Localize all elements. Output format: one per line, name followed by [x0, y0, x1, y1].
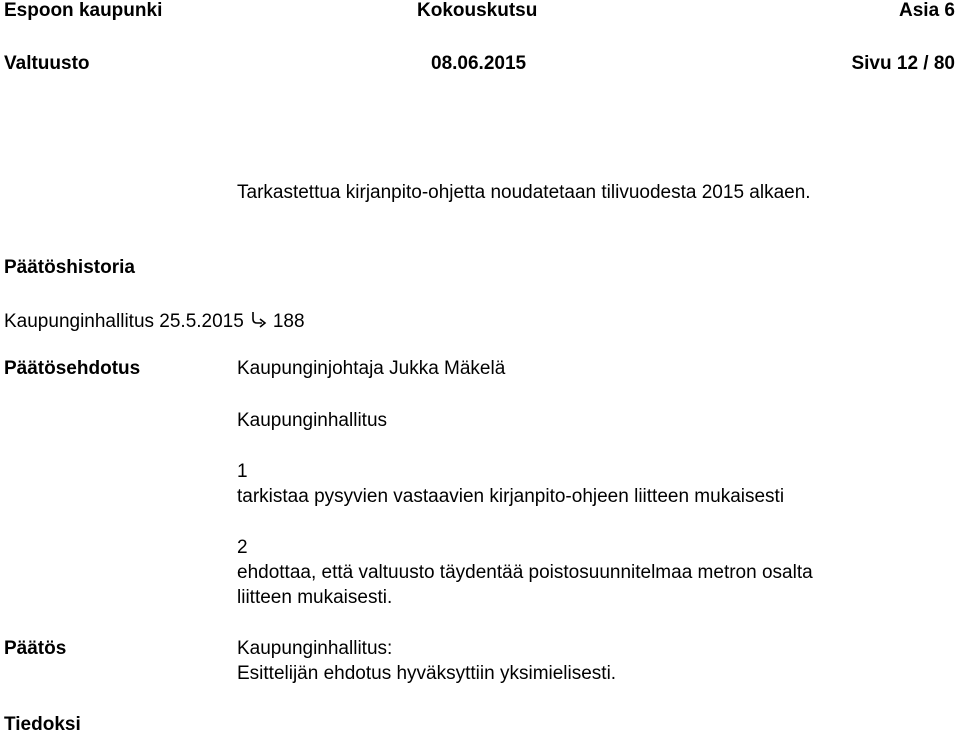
meeting-date: 08.06.2015: [431, 53, 527, 74]
section-arrow-icon: [251, 308, 268, 336]
decision-text: Esittelijän ehdotus hyväksyttiin yksimielisesti.: [237, 663, 617, 684]
document-type: Kokouskutsu: [417, 0, 538, 21]
organization-name: Espoon kaupunki: [4, 0, 163, 21]
proposal-item-text-cont: liitteen mukaisesti.: [237, 587, 393, 608]
proposal-label: Päätösehdotus: [4, 358, 141, 379]
page-number: Sivu 12 / 80: [851, 53, 955, 74]
proposal-body: Kaupunginhallitus: [237, 410, 388, 431]
proposal-item-number: 1: [237, 461, 248, 482]
proposal-item-text: ehdottaa, että valtuusto täydentää poistosuunnitelmaa metron osalta: [237, 562, 813, 583]
history-meeting: Kaupunginhallitus 25.5.2015: [4, 311, 244, 333]
history-section-number: 188: [272, 311, 305, 333]
proposal-presenter: Kaupunginjohtaja Jukka Mäkelä: [237, 358, 506, 379]
decision-label: Päätös: [4, 638, 67, 659]
intro-text: Tarkastettua kirjanpito-ohjetta noudatetaan tilivuodesta 2015 alkaen.: [237, 182, 811, 203]
decision-body: Kaupunginhallitus:: [237, 638, 393, 659]
info-label: Tiedoksi: [4, 714, 81, 735]
history-heading: Päätöshistoria: [4, 257, 135, 278]
agenda-item: Asia 6: [899, 0, 955, 21]
history-entry[interactable]: [4, 308, 305, 336]
proposal-item-text: tarkistaa pysyvien vastaavien kirjanpito-ohjeen liitteen mukaisesti: [237, 486, 785, 507]
meeting-body: Valtuusto: [4, 53, 90, 74]
proposal-item-number: 2: [237, 537, 248, 558]
